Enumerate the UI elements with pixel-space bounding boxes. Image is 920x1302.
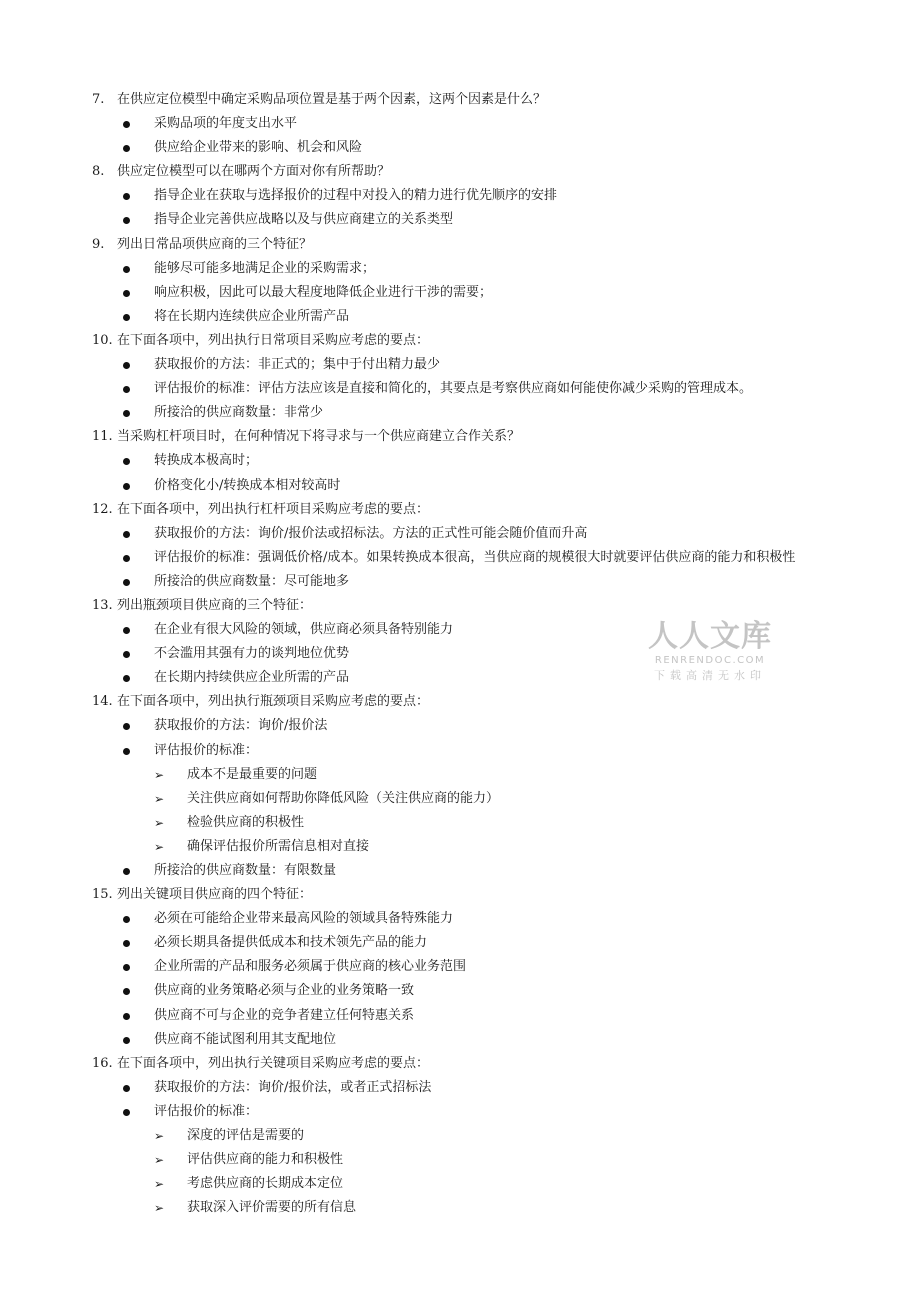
filled-circle-bullet-icon: [123, 651, 130, 658]
arrowhead-bullet-icon: ➢: [154, 767, 165, 782]
watermark: [640, 620, 780, 683]
filled-circle-bullet-icon: [123, 748, 130, 755]
question-text: 供应定位模型可以在哪两个方面对你有所帮助？: [117, 164, 391, 180]
answer-bullet-item: [0, 257, 920, 281]
arrowhead-bullet-icon: ➢: [154, 1153, 165, 1168]
question-number: 9.: [92, 236, 105, 252]
answer-bullet-item: [0, 281, 920, 305]
question-item: [0, 233, 920, 257]
answer-bullet-item: [0, 859, 920, 883]
answer-sub-item: [0, 1148, 920, 1172]
filled-circle-bullet-icon: [123, 266, 130, 273]
filled-circle-bullet-icon: [123, 458, 130, 465]
answer-bullet-item: [0, 546, 920, 570]
answer-text: 指导企业完善供应战略以及与供应商建立的关系类型: [154, 212, 454, 228]
answer-text: 在企业有很大风险的领域，供应商必须具备特别能力: [154, 622, 454, 638]
watermark-title: 人人文库: [648, 619, 772, 654]
answer-bullet-item: [0, 979, 920, 1003]
answer-text: 获取报价的方法：询价/报价法: [154, 718, 328, 734]
arrowhead-bullet-icon: ➢: [154, 815, 165, 830]
answer-text: 企业所需的产品和服务必须属于供应商的核心业务范围: [154, 959, 467, 975]
answer-bullet-item: [0, 449, 920, 473]
question-item: [0, 88, 920, 112]
answer-text: 所接洽的供应商数量：有限数量: [154, 863, 337, 878]
sub-answer-text: 评估供应商的能力和积极性: [187, 1152, 344, 1168]
answer-text: 供应给企业带来的影响、机会和风险: [154, 140, 363, 156]
question-number: 14.: [92, 694, 113, 710]
filled-circle-bullet-icon: [123, 386, 130, 393]
question-number: 8.: [92, 164, 105, 180]
question-text: 当采购杠杆项目时，在何种情况下将寻求与一个供应商建立合作关系？: [117, 429, 521, 445]
answer-bullet-item: [0, 907, 920, 931]
filled-circle-bullet-icon: [123, 1109, 130, 1116]
arrowhead-bullet-icon: ➢: [154, 1201, 165, 1216]
answer-sub-item: [0, 811, 920, 835]
answer-bullet-item: [0, 136, 920, 160]
question-text: 列出日常品项供应商的三个特征？: [117, 236, 313, 252]
answer-text: 能够尽可能多地满足企业的采购需求；: [154, 260, 376, 276]
question-number: 12.: [92, 501, 113, 517]
filled-circle-bullet-icon: [123, 579, 130, 586]
filled-circle-bullet-icon: [123, 916, 130, 923]
answer-bullet-item: [0, 570, 920, 594]
sub-answer-text: 确保评估报价所需信息相对直接: [187, 838, 370, 854]
answer-text: 所接洽的供应商数量：尽可能地多: [154, 573, 350, 589]
filled-circle-bullet-icon: [123, 964, 130, 971]
filled-circle-bullet-icon: [123, 362, 130, 369]
answer-bullet-item: [0, 955, 920, 979]
question-number: 13.: [92, 597, 113, 613]
answer-bullet-item: [0, 184, 920, 208]
filled-circle-bullet-icon: [123, 314, 130, 321]
question-text: 在下面各项中，列出执行杠杆项目采购应考虑的要点：: [117, 501, 430, 517]
answer-bullet-item: [0, 377, 920, 401]
answer-sub-item: [0, 763, 920, 787]
filled-circle-bullet-icon: [123, 410, 130, 417]
question-text: 列出关键项目供应商的四个特征：: [117, 887, 313, 903]
filled-circle-bullet-icon: [123, 1013, 130, 1020]
answer-bullet-item: [0, 401, 920, 425]
answer-text: 在长期内持续供应企业所需的产品: [154, 670, 350, 686]
answer-sub-item: [0, 787, 920, 811]
filled-circle-bullet-icon: [123, 217, 130, 224]
filled-circle-bullet-icon: [123, 121, 130, 128]
answer-bullet-item: [0, 1100, 920, 1124]
answer-text: 评估报价的标准：评估方法应该是直接和简化的，其要点是考察供应商如何能使你减少采购的管理成本。: [154, 381, 753, 397]
answer-text: 评估报价的标准：: [154, 1103, 259, 1119]
answer-text: 供应商不可与企业的竞争者建立任何特惠关系: [154, 1007, 415, 1023]
answer-text: 响应积极，因此可以最大程度地降低企业进行干涉的需要；: [154, 284, 493, 300]
question-item: [0, 690, 920, 714]
answer-text: 评估报价的标准：: [154, 742, 259, 758]
document-body: [0, 88, 920, 1220]
answer-text: 必须在可能给企业带来最高风险的领域具备特殊能力: [154, 911, 454, 927]
answer-text: 获取报价的方法：非正式的；集中于付出精力最少: [154, 357, 441, 373]
answer-sub-item: [0, 1172, 920, 1196]
answer-text: 采购品项的年度支出水平: [154, 116, 298, 132]
answer-text: 指导企业在获取与选择报价的过程中对投入的精力进行优先顺序的安排: [154, 188, 558, 204]
question-item: [0, 883, 920, 907]
answer-text: 所接洽的供应商数量：非常少: [154, 405, 324, 421]
arrowhead-bullet-icon: ➢: [154, 1177, 165, 1192]
answer-bullet-item: [0, 474, 920, 498]
filled-circle-bullet-icon: [123, 145, 130, 152]
arrowhead-bullet-icon: ➢: [154, 839, 165, 854]
answer-bullet-item: [0, 353, 920, 377]
question-number: 11.: [92, 429, 113, 445]
answer-bullet-item: [0, 522, 920, 546]
filled-circle-bullet-icon: [123, 988, 130, 995]
answer-bullet-item: [0, 618, 920, 642]
answer-bullet-item: [0, 714, 920, 738]
watermark-slogan: 下载高清无水印: [654, 669, 766, 682]
question-number: 15.: [92, 887, 113, 903]
question-text: 列出瓶颈项目供应商的三个特征：: [117, 597, 313, 613]
filled-circle-bullet-icon: [123, 1037, 130, 1044]
question-number: 7.: [92, 92, 105, 107]
filled-circle-bullet-icon: [123, 555, 130, 562]
answer-bullet-item: [0, 642, 920, 666]
filled-circle-bullet-icon: [123, 723, 130, 730]
sub-answer-text: 检验供应商的积极性: [187, 814, 305, 830]
filled-circle-bullet-icon: [123, 483, 130, 490]
question-number: 10.: [92, 332, 113, 348]
answer-text: 不会滥用其强有力的谈判地位优势: [154, 646, 350, 662]
filled-circle-bullet-icon: [123, 627, 130, 634]
arrowhead-bullet-icon: ➢: [154, 1129, 165, 1144]
question-text: 在供应定位模型中确定采购品项位置是基于两个因素，这两个因素是什么？: [117, 92, 547, 107]
sub-answer-text: 成本不是最重要的问题: [187, 766, 318, 782]
answer-sub-item: [0, 835, 920, 859]
answer-text: 评估报价的标准：强调低价格/成本。如果转换成本很高，当供应商的规模很大时就要评估供应商的能力和积极性: [154, 549, 796, 565]
answer-text: 价格变化小/转换成本相对较高时: [154, 477, 341, 493]
answer-text: 获取报价的方法：询价/报价法或招标法。方法的正式性可能会随价值而升高: [154, 525, 588, 541]
filled-circle-bullet-icon: [123, 1085, 130, 1092]
question-item: [0, 425, 920, 449]
arrowhead-bullet-icon: ➢: [154, 791, 165, 806]
answer-bullet-item: [0, 1028, 920, 1052]
sub-answer-text: 关注供应商如何帮助你降低风险（关注供应商的能力）: [187, 790, 500, 806]
filled-circle-bullet-icon: [123, 940, 130, 947]
answer-bullet-item: [0, 208, 920, 232]
question-item: [0, 160, 920, 184]
answer-bullet-item: [0, 1076, 920, 1100]
question-item: [0, 594, 920, 618]
answer-text: 将在长期内连续供应企业所需产品: [154, 308, 350, 324]
sub-answer-text: 深度的评估是需要的: [187, 1128, 305, 1144]
answer-text: 供应商不能试图利用其支配地位: [154, 1031, 337, 1047]
question-text: 在下面各项中，列出执行关键项目采购应考虑的要点：: [117, 1055, 430, 1071]
sub-answer-text: 获取深入评价需要的所有信息: [187, 1200, 357, 1216]
answer-text: 转换成本极高时；: [154, 453, 259, 469]
answer-text: 必须长期具备提供低成本和技术领先产品的能力: [154, 935, 428, 951]
filled-circle-bullet-icon: [123, 193, 130, 200]
answer-bullet-item: [0, 739, 920, 763]
answer-text: 获取报价的方法：询价/报价法，或者正式招标法: [154, 1079, 432, 1095]
sub-answer-text: 考虑供应商的长期成本定位: [187, 1176, 344, 1192]
question-item: [0, 498, 920, 522]
question-item: [0, 329, 920, 353]
answer-text: 供应商的业务策略必须与企业的业务策略一致: [154, 983, 415, 999]
answer-sub-item: [0, 1196, 920, 1220]
answer-bullet-item: [0, 1004, 920, 1028]
filled-circle-bullet-icon: [123, 868, 130, 875]
filled-circle-bullet-icon: [123, 675, 130, 682]
answer-bullet-item: [0, 666, 920, 690]
answer-bullet-item: [0, 112, 920, 136]
question-number: 16.: [92, 1055, 113, 1071]
question-text: 在下面各项中，列出执行日常项目采购应考虑的要点：: [117, 332, 430, 348]
answer-sub-item: [0, 1124, 920, 1148]
answer-bullet-item: [0, 931, 920, 955]
filled-circle-bullet-icon: [123, 290, 130, 297]
watermark-domain: RENRENDOC.COM: [654, 655, 766, 666]
question-text: 在下面各项中，列出执行瓶颈项目采购应考虑的要点：: [117, 694, 430, 710]
answer-bullet-item: [0, 305, 920, 329]
question-item: [0, 1052, 920, 1076]
filled-circle-bullet-icon: [123, 531, 130, 538]
